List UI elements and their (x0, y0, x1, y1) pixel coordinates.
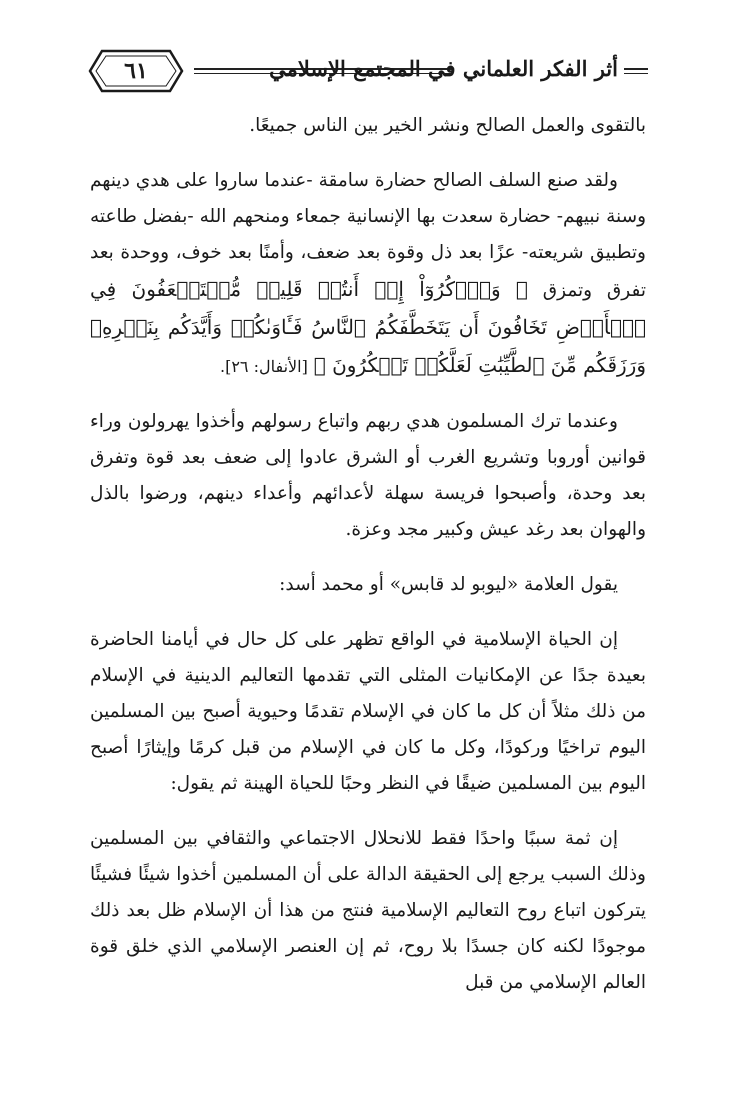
paragraph-quote-1: إن الحياة الإسلامية في الواقع تظهر على كل حال في أيامنا الحاضرة بعيدة جدًا عن الإمكانيات المثلى التي تقدمها التعاليم الدينية في الإسلام من ذلك مثلاً أن كل ما كان في الإسلام تقدمًا وحيوية أصبح بين المسلمين اليوم تراخيًا وركودًا، وكل ما كان في الإسلام من قبل كرمًا وإيثارًا أصبح اليوم بين المسلمين ضيقًا في النظر وحبًا للحياة الهينة ثم يقول: (90, 629, 646, 794)
paragraph-salaf (90, 163, 646, 385)
running-title: أثر الفكر العلماني في المجتمع الإسلامي (269, 56, 618, 81)
page-number: ٦١ (124, 58, 148, 84)
paragraph-salaf-text: ولقد صنع السلف الصالح حضارة سامقة -عندما ساروا على هدي دينهم وسنة نبيهم- حضارة سعدت بها الإنسانية جمعاء ومنحهم الله -بفضل طاعته وتطبيق شريعته- عزًا بعد ذل وقوة بعد ضعف، وأمنًا بعد خوف، ووحدة بعد تفرق وتمزق (90, 170, 646, 301)
paragraph-quote-intro: يقول العلامة «ليوبو لد قابس» أو محمد أسد: (279, 574, 618, 595)
paragraph-quote-2: إن ثمة سببًا واحدًا فقط للانحلال الاجتماعي والثقافي بين المسلمين وذلك السبب يرجع إلى الحقيقة الدالة على أن المسلمين أخذوا شيئًا فشيئًا يتركون اتباع روح التعاليم الإسلامية فنتج من هذا أن الإسلام ظل بعد ذلك موجودًا لكنه كان جسدًا بلا روح، ثم إن العنصر الإسلامي الذي خلق قوة العالم الإسلامي من قبل (90, 828, 646, 993)
paragraph-muslims-left: وعندما ترك المسلمون هدي ربهم واتباع رسولهم وأخذوا يهرولون وراء قوانين أوروبا وتشريع الغرب أو الشرق عادوا إلى ضعف بعد قوة وتفرق بعد وحدة، وأصبحوا فريسة سهلة لأعدائهم وأعداء دينهم، ورضوا بالذل والهوان بعد رغد عيش وكبير مجد وعزة. (90, 411, 646, 540)
verse-citation: [الأنفال: ٢٦]. (220, 357, 308, 376)
page-header (88, 48, 648, 100)
header-dash (624, 68, 648, 76)
quran-verse: ﴿ وَٱذۡكُرُوٓاْ إِذۡ أَنتُمۡ قَلِيلٞ مُّسۡتَضۡعَفُونَ فِي ٱلۡأَرۡضِ تَخَافُونَ أَن يَتَخَطَّفَكُمُ ٱلنَّاسُ فَـَٔاوَىٰكُمۡ وَأَيَّدَكُم بِنَصۡرِهِۦ وَرَزَقَكُم مِّنَ ٱلطَّيِّبَٰتِ لَعَلَّكُمۡ تَشۡكُرُونَ ﴾ (90, 277, 646, 377)
paragraph-continuation: بالتقوى والعمل الصالح ونشر الخير بين الناس جميعًا. (249, 115, 646, 136)
page-number-badge (88, 48, 184, 94)
body-text (90, 108, 646, 1020)
